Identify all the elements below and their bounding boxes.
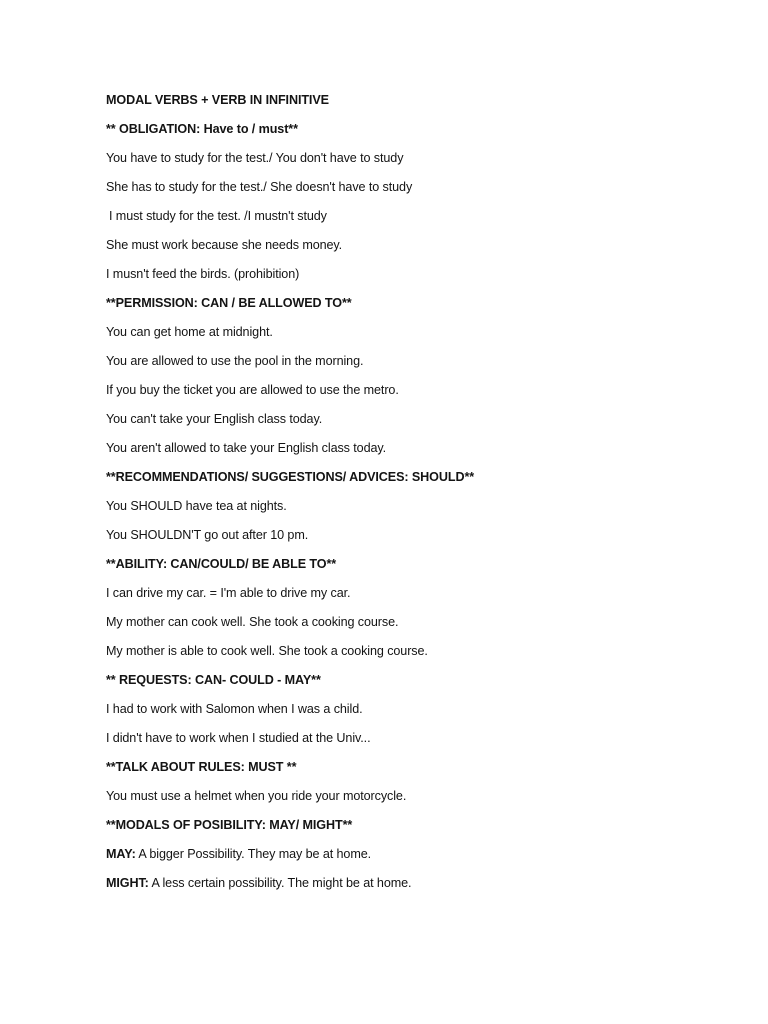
example-line: You SHOULD have tea at nights. — [106, 499, 287, 513]
example-line: My mother can cook well. She took a cooking course. — [106, 615, 399, 629]
example-line: I had to work with Salomon when I was a child. — [106, 702, 363, 716]
example-line: You can get home at midnight. — [106, 325, 273, 339]
heading-requests: ** REQUESTS: CAN- COULD - MAY** — [106, 673, 321, 687]
example-line: I must study for the test. /I mustn't study — [109, 209, 327, 223]
example-line: She must work because she needs money. — [106, 238, 343, 252]
definition-text: A bigger Possibility. They may be at home. — [135, 847, 372, 861]
example-line: She has to study for the test./ She doesn't have to study — [106, 180, 413, 194]
heading-recommendations: **RECOMMENDATIONS/ SUGGESTIONS/ ADVICES: SHOULD** — [106, 470, 475, 484]
definition-text: A less certain possibility. The might be at home. — [148, 876, 412, 890]
definition-term: MIGHT: — [106, 876, 149, 890]
example-line: I didn't have to work when I studied at the Univ... — [106, 731, 371, 745]
heading-ability: **ABILITY: CAN/COULD/ BE ABLE TO** — [106, 557, 337, 571]
heading-permission: **PERMISSION: CAN / BE ALLOWED TO** — [106, 296, 352, 310]
example-line: My mother is able to cook well. She took a cooking course. — [106, 644, 428, 658]
heading-obligation: ** OBLIGATION: Have to / must** — [106, 122, 298, 136]
example-line: You can't take your English class today. — [106, 412, 323, 426]
example-line: I musn't feed the birds. (prohibition) — [106, 267, 300, 281]
document-title: MODAL VERBS + VERB IN INFINITIVE — [106, 93, 329, 107]
example-line: You are allowed to use the pool in the morning. — [106, 354, 364, 368]
example-line: You have to study for the test./ You don't have to study — [106, 151, 404, 165]
definition-term: MAY: — [106, 847, 136, 861]
example-line: You aren't allowed to take your English class today. — [106, 441, 387, 455]
example-line: You must use a helmet when you ride your motorcycle. — [106, 789, 407, 803]
document-body — [106, 90, 746, 902]
heading-rules: **TALK ABOUT RULES: MUST ** — [106, 760, 297, 774]
example-line: If you buy the ticket you are allowed to use the metro. — [106, 383, 399, 397]
heading-possibility: **MODALS OF POSIBILITY: MAY/ MIGHT** — [106, 818, 353, 832]
definition-line-may — [106, 844, 746, 873]
definition-line-might — [106, 873, 746, 902]
example-line: I can drive my car. = I'm able to drive my car. — [106, 586, 351, 600]
example-line: You SHOULDN'T go out after 10 pm. — [106, 528, 309, 542]
